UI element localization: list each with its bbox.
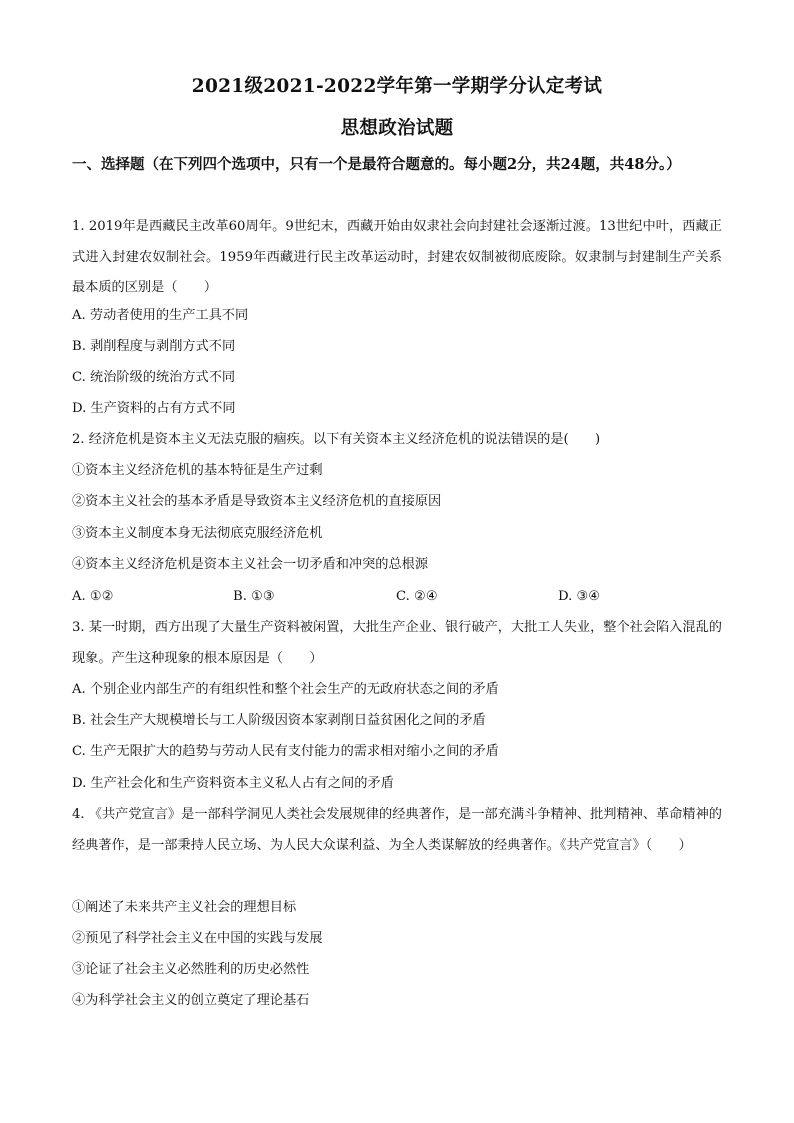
question-1-option-a: A. 劳动者使用的生产工具不同: [72, 308, 249, 323]
question-2-option-c: C. ②④: [396, 589, 438, 604]
question-3-stem: 3. 某一时期，西方出现了大量生产资料被闲置，大批生产企业、银行破产，大批工人失业，整个社会陷入混乱的现象。产生这种现象的根本原因是（ ）: [72, 620, 722, 666]
question-4-statement-4: ④为科学社会主义的创立奠定了理论基石: [72, 993, 310, 1008]
question-2-statement-4: ④资本主义经济危机是资本主义社会一切矛盾和冲突的总根源: [72, 557, 429, 572]
section-heading: 一、选择题（在下列四个选项中，只有一个是最符合题意的。每小题2分，共24题，共48分。）: [72, 156, 681, 173]
question-3-option-d: D. 生产社会化和生产资料资本主义私人占有之间的矛盾: [72, 776, 394, 791]
question-1-option-d: D. 生产资料的占有方式不同: [72, 401, 236, 416]
question-2-statement-2: ②资本主义社会的基本矛盾是导致资本主义经济危机的直接原因: [72, 494, 442, 509]
question-4-statement-1: ①阐述了未来共产主义社会的理想目标: [72, 900, 297, 915]
question-4-stem: 4. 《共产党宣言》是一部科学洞见人类社会发展规律的经典著作，是一部充满斗争精神、批判精神、革命精神的经典著作，是一部秉持人民立场、为人民大众谋利益、为全人类谋解放的经典著作。《共产党宣言》（ ）: [72, 807, 722, 853]
question-3-option-b: B. 社会生产大规模增长与工人阶级因资本家剥削日益贫困化之间的矛盾: [72, 713, 486, 728]
question-1-stem: 1. 2019年是西藏民主改革60周年。9世纪末，西藏开始由奴隶社会向封建社会逐渐过渡。13世纪中叶，西藏正式进入封建农奴制社会。1959年西藏进行民主改革运动时，封建农奴制被彻底废除。奴隶制与封建制生产关系最本质的区别是（ ）: [72, 219, 722, 295]
question-4-statement-3: ③论证了社会主义必然胜利的历史必然性: [72, 962, 310, 977]
question-2-stem: 2. 经济危机是资本主义无法克服的痼疾。以下有关资本主义经济危机的说法错误的是( ): [72, 432, 601, 447]
question-3-option-a: A. 个别企业内部生产的有组织性和整个社会生产的无政府状态之间的矛盾: [72, 682, 499, 697]
question-2-statement-1: ①资本主义经济危机的基本特征是生产过剩: [72, 463, 323, 478]
question-4-statement-2: ②预见了科学社会主义在中国的实践与发展: [72, 931, 323, 946]
question-2-option-a: A. ①②: [72, 589, 114, 604]
question-2-statement-3: ③资本主义制度本身无法彻底克服经济危机: [72, 526, 323, 541]
question-2-option-b: B. ①③: [233, 589, 275, 604]
question-1-option-b: B. 剥削程度与剥削方式不同: [72, 339, 236, 354]
question-3-option-c: C. 生产无限扩大的趋势与劳动人民有支付能力的需求相对缩小之间的矛盾: [72, 744, 499, 759]
question-1-option-c: C. 统治阶级的统治方式不同: [72, 370, 236, 385]
question-2-option-d: D. ③④: [558, 589, 601, 604]
question-2-options: [72, 587, 722, 607]
exam-title: 2021级2021-2022学年第一学期学分认定考试: [191, 76, 603, 97]
exam-subtitle: 思想政治试题: [340, 118, 454, 139]
